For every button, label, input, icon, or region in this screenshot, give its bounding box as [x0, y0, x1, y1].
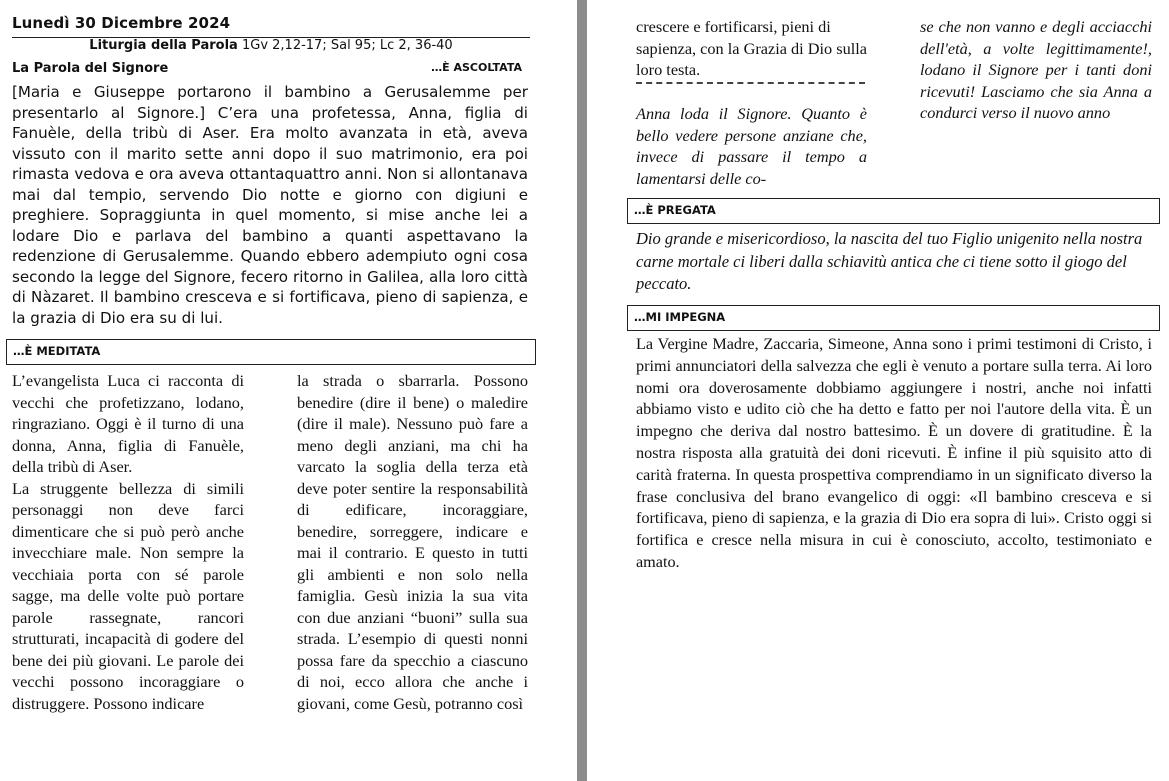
date-heading: Lunedì 30 Dicembre 2024	[12, 14, 231, 32]
left-page	[0, 0, 577, 781]
commitment-text: La Vergine Madre, Zaccaria, Simeone, Anna sono i primi testimoni di Cristo, i primi annunciatori della salvezza che egli è venuto a portare sulla terra. Ai loro nomi ora doverosamente dobbiamo aggiungere i nostri, anche noi infatti abbiamo visto e udito ciò che ha detto e fatto per noi l'autore della vita. È un impegno che deriva dal nostro battesimo. È un dovere di gratitudine. È la nostra risposta alla gratuità dei doni ricevuti. È infine il più squisito atto di carità fraterna. In questa prospettiva comprendiamo in un significato diverso la frase conclusiva del brano evangelico di oggi: «Il bambino cresceva e si fortificava, pieno di sapienza, e la grazia di Dio era sopra di lui». Cristo oggi si fortifica e cresce nella misura in cui è conosciuto, accolto, testimoniato e amato.	[636, 335, 1152, 571]
right-page	[587, 0, 1169, 781]
prayed-label: …È PREGATA	[634, 203, 716, 217]
anna-praise-text: Anna loda il Signore. Quanto è bello vedere persone anziane che, invece di passare il tempo a lamentarsi delle co-	[636, 104, 867, 188]
commitment-section-header	[627, 305, 1160, 331]
meditation-column-1: L’evangelista Luca ci racconta di vecchi che profetizzano, lodano, ringraziano. Oggi è il turno di una donna, Anna, figlia di Fanuèle, della tribù di Aser. La struggente bellezza di simili personaggi non deve farci dimenticare che si può però anche invecchiare male. Non sempre la vecchiaia porta con sé parole sagge, ma delle volte può portare parole rassegnate, rancori strutturati, incapacità di godere del bene dei più giovani. Le parole dei vecchi possono incoraggiare o distruggere. Possono indicare	[12, 371, 244, 713]
meditation-column-2: la strada o sbarrarla. Possono benedire (dire il bene) o maledire (dire il male). Nessuno può fare a meno degli anziani, ma chi ha varcato la soglia della terza età deve poter sentire la responsabilità di edificare, incoraggiare, benedire, sorreggere, indicare e mai il contrario. E questo in tutti gli ambienti e non solo nella famiglia. Gesù inizia la sua vita con due anziani “buoni” sulla sua strada. L’esempio di questi nonni possa fare da specchio a ciascuno di noi, ecco allora che anche i giovani, come Gesù, potranno così	[297, 371, 528, 713]
liturgy-references: 1Gv 2,12-17; Sal 95; Lc 2, 36-40	[241, 38, 453, 53]
prayer-text: Dio grande e misericordioso, la nascita del tuo Figlio unigenito nella nostra carne mortale ci liberi dalla schiavitù antica che ci tiene sotto il giogo del peccato.	[636, 229, 1143, 293]
liturgy-line	[12, 38, 530, 53]
liturgy-label: Liturgia della Parola	[89, 38, 238, 53]
listened-label: …È ASCOLTATA	[431, 61, 522, 74]
anna-praise-continued: se che non vanno e degli acciacchi dell'età, a volte legittimamente!, lodano il Signore per i tanti doni ricevuti! Lasciamo che sia Anna a condurci verso il nuovo anno	[920, 17, 1152, 122]
prayed-section-header	[627, 198, 1160, 224]
page-gutter	[577, 0, 587, 781]
meditated-section-header	[6, 339, 536, 365]
commitment-label: …MI IMPEGNA	[634, 310, 726, 324]
word-of-the-lord-label: La Parola del Signore	[12, 61, 169, 76]
meditated-label: …È MEDITATA	[13, 344, 101, 358]
meditation-continued-column: crescere e fortificarsi, pieni di sapienza, con la Grazia di Dio sulla loro testa.	[636, 17, 868, 79]
gospel-text: [Maria e Giuseppe portarono il bambino a Gerusalemme per presentarlo al Signore.] C’era una profetessa, Anna, figlia di Fanuèle, della tribù di Aser. Era molto avanzata in età, aveva vissuto con il marito sette anni dopo il suo matrimonio, era poi rimasta vedova e ora aveva ottantaquattro anni. Non si allontanava mai dal tempio, servendo Dio notte e giorno con digiuni e preghiere. Sopraggiunta in quel momento, si mise anche lei a lodare Dio e parlava del bambino a quanti aspettavano la redenzione di Gerusalemme. Quando ebbero adempiuto ogni cosa secondo la legge del Signore, fecero ritorno in Galilea, alla loro città di Nàzaret. Il bambino cresceva e si fortificava, pieno di sapienza, e la grazia di Dio era su di lui.	[12, 83, 528, 327]
dashed-separator	[636, 82, 865, 84]
